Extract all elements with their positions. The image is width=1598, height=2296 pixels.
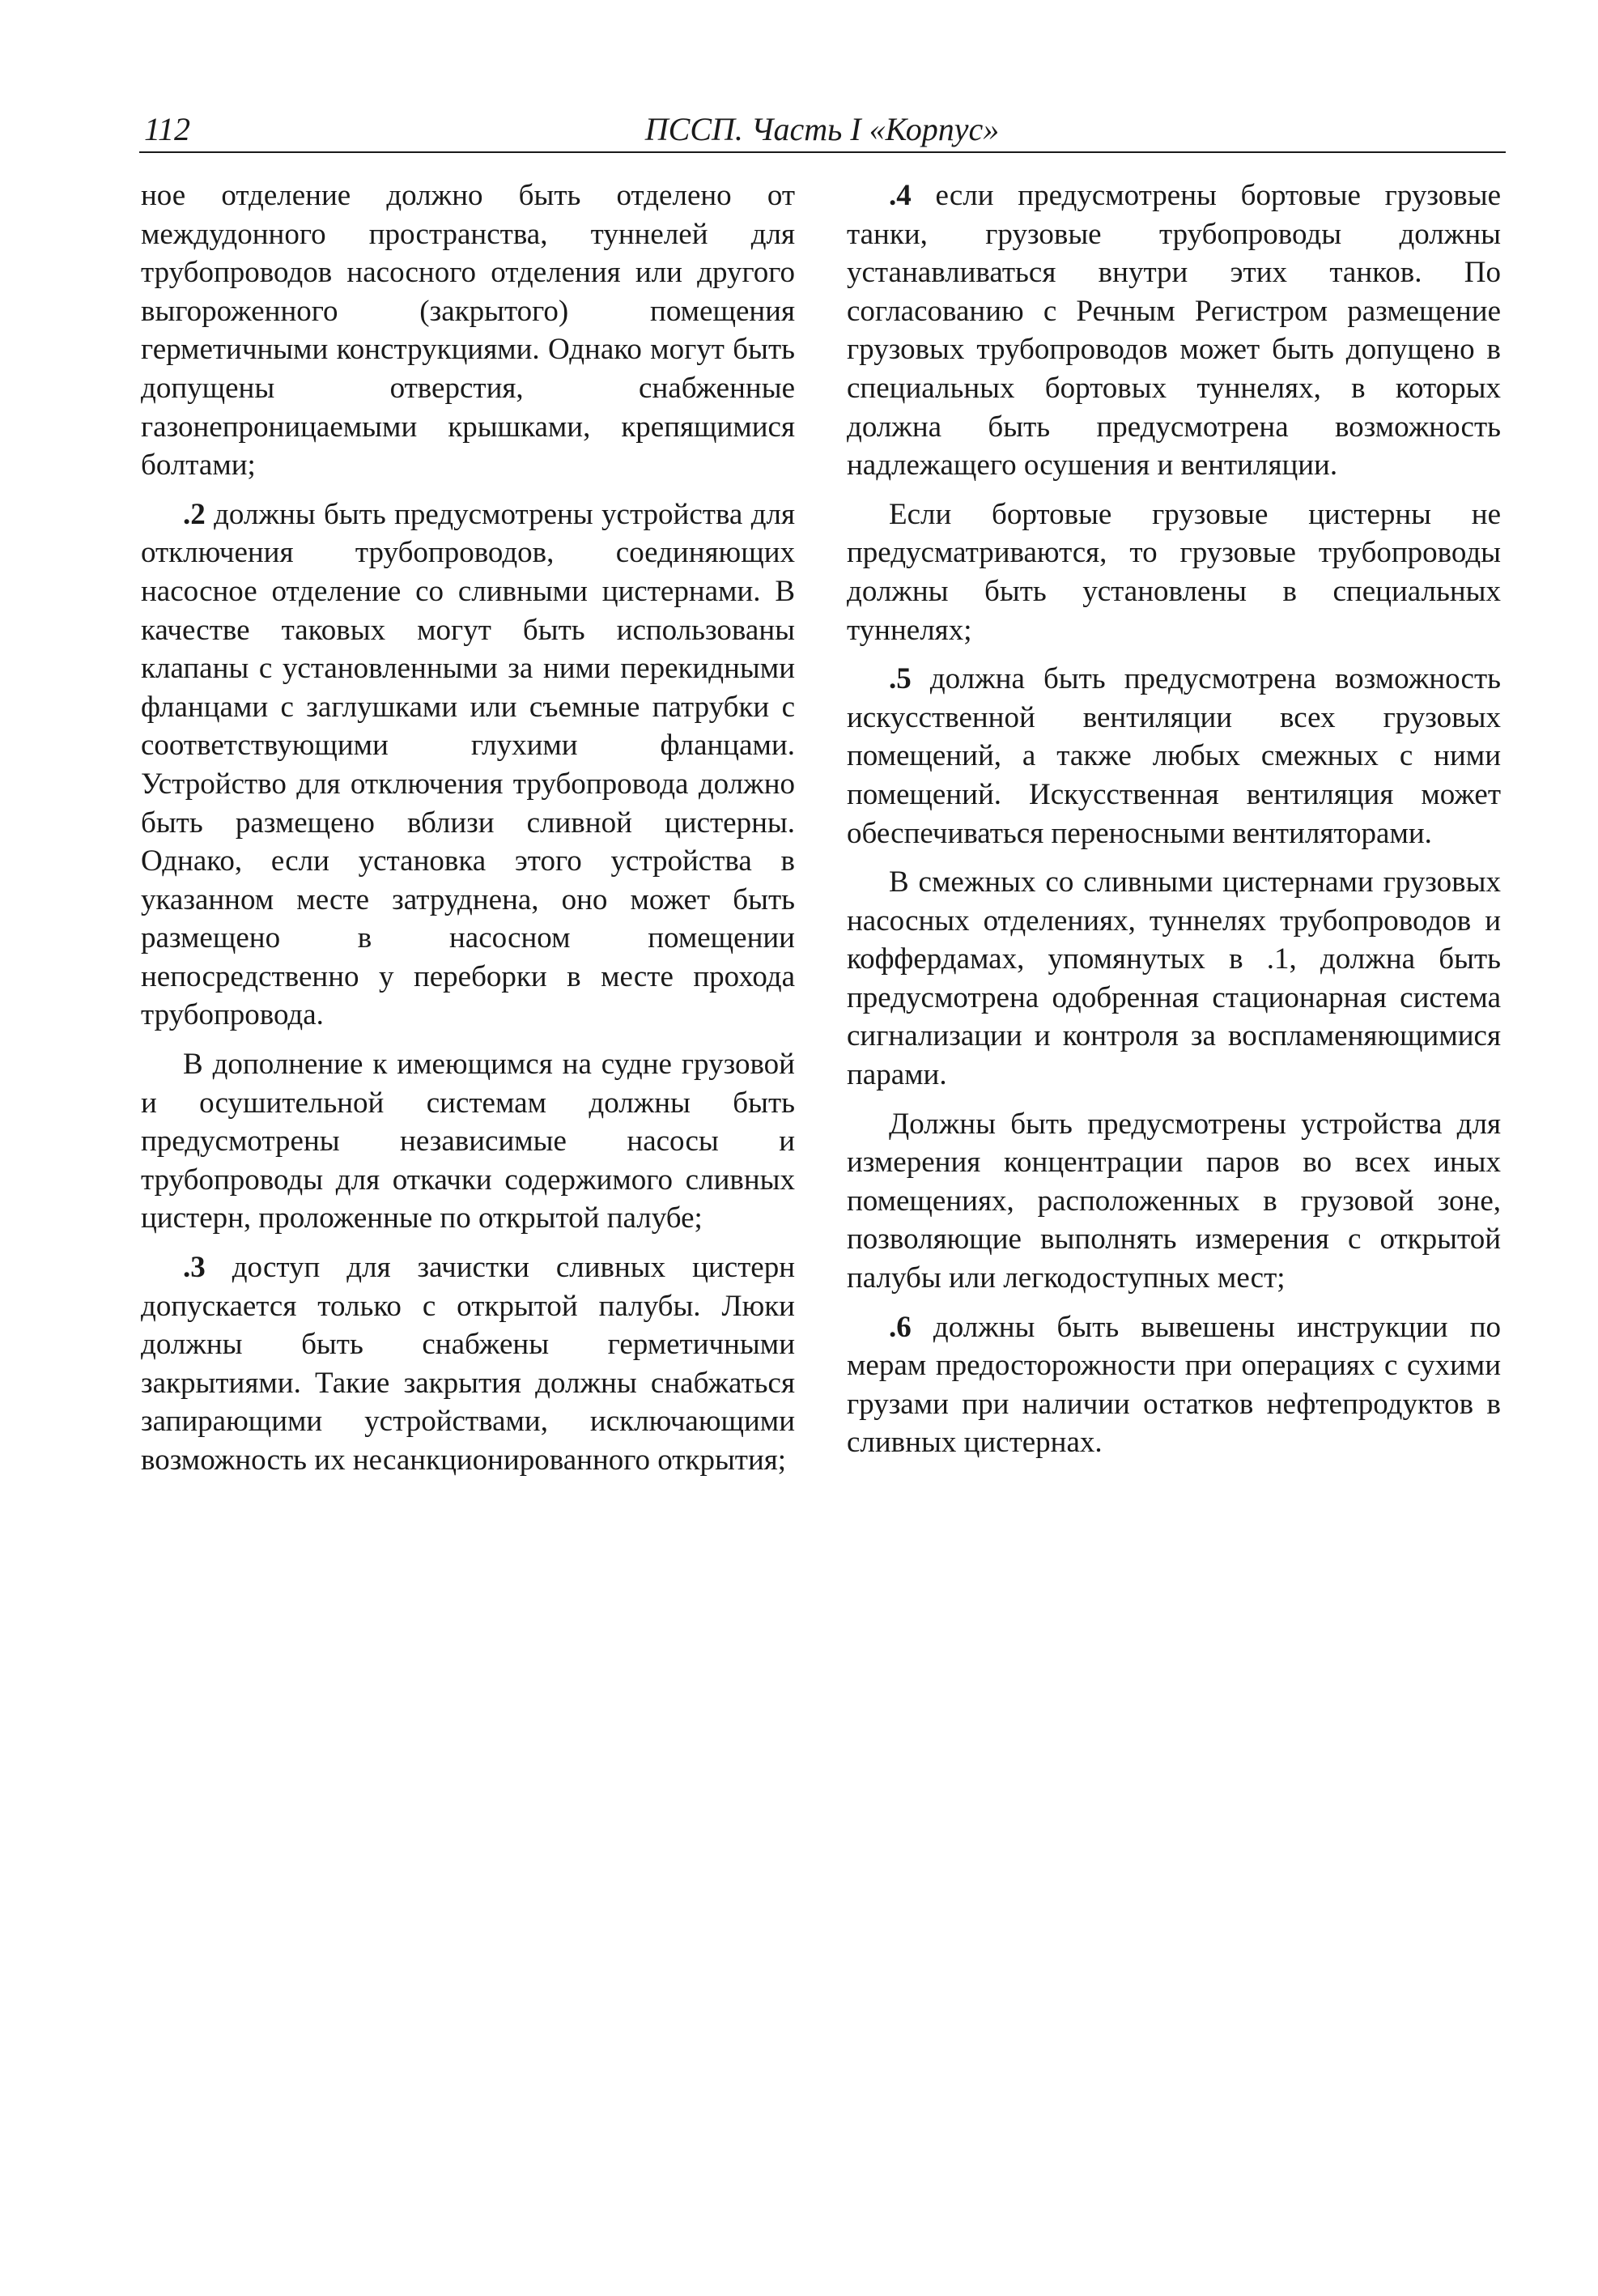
- item-4: [847, 176, 1501, 485]
- paragraph: В дополнение к имеющимся на судне грузовой и осушительной системам должны быть предусмотрены независимые насосы и трубопроводы для откачки содержимого сливных цистерн, проложенные по открытой палубе;: [141, 1048, 795, 1235]
- item-text: должны быть предусмотрены устройства для отключения трубопроводов, соединяющих насосное отделение со сливными цистернами. В качестве таковых могут быть использованы клапаны с установленными за ними перекидными фланцами с заглушками или съемные патрубки с соответствующими глухими фланцами. Устройство для отключения трубопровода должно быть размещено вблизи сливной цистерны. Однако, если установка этого устройства в указанном месте затруднена, оно может быть размещено в насосном помещении непосредственно у переборки в месте прохода трубопровода.: [141, 497, 796, 1032]
- item-text: должна быть предусмотрена возможность искусственной вентиляции всех грузовых помещений, а также любых смежных с ними помещений. Искусственная вентиляция может обеспечиваться переносными вентиляторами.: [847, 662, 1502, 850]
- item-number: .3: [183, 1251, 206, 1285]
- item-text: если предусмотрены бортовые грузовые танки, грузовые трубопроводы должны устанавливаться внутри этих танков. По согласованию с Речным Регистром размещение грузовых трубопроводов может быть допущено в специальных бортовых туннелях, в которых должна быть предусмотрена возможность надлежащего осушения и вентиляции.: [847, 179, 1501, 483]
- page-header: [144, 108, 1500, 151]
- paragraph-continuation: ное отделение должно быть отделено от междудонного пространства, туннелей для трубопроводов насосного отделения или другого выгороженного (закрытого) помещения герметичными конструкциями. Однако могут быть допущены отверстия, снабженные газонепроницаемыми крышками, крепящимися болтами;: [141, 179, 795, 483]
- item-number: .5: [889, 662, 912, 696]
- paragraph: Если бортовые грузовые цистерны не предусматриваются, то грузовые трубопроводы должны быть установлены в специальных туннелях;: [847, 497, 1501, 647]
- paragraph: Должны быть предусмотрены устройства для измерения концентрации паров во всех иных помещениях, расположенных в грузовой зоне, позволяющие выполнять измерения с открытой палубы или легкодоступных мест;: [847, 1107, 1501, 1295]
- left-column: [141, 176, 795, 1490]
- item-2: [141, 495, 795, 1035]
- item-text: доступ для зачистки сливных цистерн допускается только с открытой палубы. Люки должны быть снабжены герметичными закрытиями. Такие закрытия должны снабжаться запирающими устройствами, исключающими возможность их несанкционированного открытия;: [141, 1251, 796, 1477]
- item-3: [141, 1248, 795, 1480]
- item-number: .6: [889, 1310, 912, 1344]
- item-number: .2: [183, 497, 206, 531]
- header-rule: [139, 151, 1506, 153]
- item-number: .4: [889, 179, 912, 212]
- page-number: 112: [144, 111, 191, 147]
- item-text: должны быть вывешены инструкции по мерам предосторожности при операциях с сухими грузами при наличии остатков нефтепродуктов в сливных цистернах.: [847, 1310, 1502, 1460]
- item-5: [847, 660, 1501, 852]
- running-title: ПССП. Часть I «Корпус»: [644, 111, 1000, 147]
- item-6: [847, 1308, 1501, 1462]
- right-column: [847, 176, 1501, 1473]
- paragraph: В смежных со сливными цистернами грузовых насосных отделениях, туннелях трубопроводов и коффердамах, упомянутых в .1, должна быть предусмотрена одобренная стационарная система сигнализации и контроля за воспламеняющимися парами.: [847, 865, 1501, 1092]
